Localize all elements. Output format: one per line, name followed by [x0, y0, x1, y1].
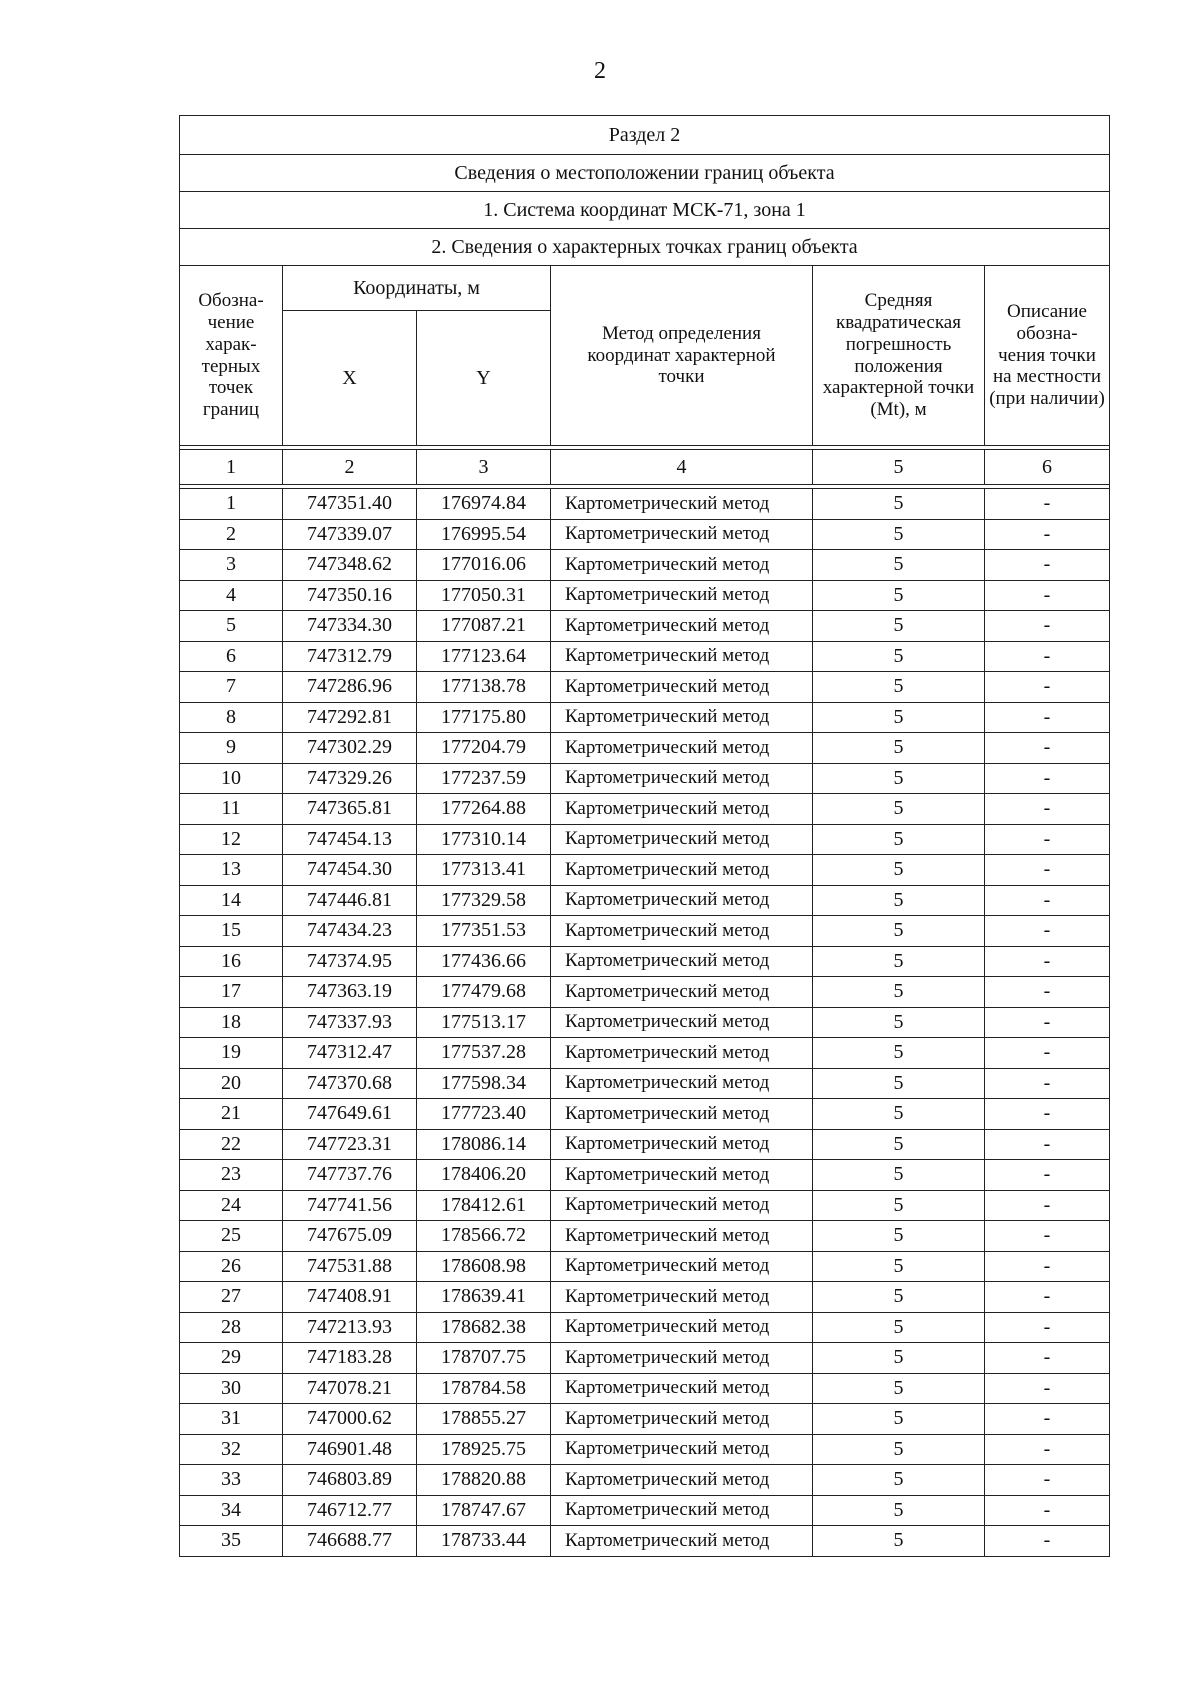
- description: -: [985, 1526, 1110, 1557]
- coord-y: 177310.14: [417, 824, 551, 855]
- header-designation: Обозна- чение харак- терных точек границ: [180, 266, 283, 446]
- point-number: 25: [180, 1221, 283, 1252]
- mean-error: 5: [813, 1343, 985, 1374]
- coord-y: 177087.21: [417, 611, 551, 642]
- coord-y: 177264.88: [417, 794, 551, 825]
- coord-x: 746688.77: [283, 1526, 417, 1557]
- mean-error: 5: [813, 672, 985, 703]
- mean-error: 5: [813, 1373, 985, 1404]
- mean-error: 5: [813, 824, 985, 855]
- method: Картометрический метод: [551, 1007, 813, 1038]
- mean-error: 5: [813, 519, 985, 550]
- header-y: Y: [417, 311, 551, 446]
- mean-error: 5: [813, 580, 985, 611]
- table-row: [180, 1221, 1110, 1252]
- coord-x: 747312.47: [283, 1038, 417, 1069]
- table-row: [180, 1068, 1110, 1099]
- point-number: 8: [180, 702, 283, 733]
- point-number: 1: [180, 489, 283, 520]
- method: Картометрический метод: [551, 1312, 813, 1343]
- table-row: [180, 885, 1110, 916]
- description: -: [985, 824, 1110, 855]
- mean-error: 5: [813, 1495, 985, 1526]
- point-number: 3: [180, 550, 283, 581]
- method: Картометрический метод: [551, 580, 813, 611]
- point-number: 13: [180, 855, 283, 886]
- point-number: 18: [180, 1007, 283, 1038]
- header-x: X: [283, 311, 417, 446]
- coord-y: 177016.06: [417, 550, 551, 581]
- coord-x: 747286.96: [283, 672, 417, 703]
- coord-y: 177598.34: [417, 1068, 551, 1099]
- point-number: 27: [180, 1282, 283, 1313]
- method: Картометрический метод: [551, 519, 813, 550]
- point-number: 22: [180, 1129, 283, 1160]
- column-number: 3: [417, 450, 551, 485]
- header-method: Метод определения координат характерной точки: [551, 266, 813, 446]
- coord-y: 176974.84: [417, 489, 551, 520]
- point-number: 9: [180, 733, 283, 764]
- coord-x: 747292.81: [283, 702, 417, 733]
- table-row: [180, 1129, 1110, 1160]
- coord-x: 746901.48: [283, 1434, 417, 1465]
- table-row: [180, 611, 1110, 642]
- table-row: [180, 1343, 1110, 1374]
- coord-x: 747078.21: [283, 1373, 417, 1404]
- coord-y: 178608.98: [417, 1251, 551, 1282]
- section-heading: Раздел 2: [180, 116, 1110, 155]
- method: Картометрический метод: [551, 855, 813, 886]
- point-number: 32: [180, 1434, 283, 1465]
- method: Картометрический метод: [551, 550, 813, 581]
- coord-x: 747365.81: [283, 794, 417, 825]
- mean-error: 5: [813, 1465, 985, 1496]
- point-number: 30: [180, 1373, 283, 1404]
- coord-x: 747339.07: [283, 519, 417, 550]
- mean-error: 5: [813, 1312, 985, 1343]
- table-row: [180, 580, 1110, 611]
- point-number: 26: [180, 1251, 283, 1282]
- table-row: [180, 489, 1110, 520]
- mean-error: 5: [813, 702, 985, 733]
- description: -: [985, 1343, 1110, 1374]
- mean-error: 5: [813, 1068, 985, 1099]
- point-number: 20: [180, 1068, 283, 1099]
- table-row: [180, 1465, 1110, 1496]
- coordinate-system: 1. Система координат МСК-71, зона 1: [180, 192, 1110, 229]
- mean-error: 5: [813, 1099, 985, 1130]
- column-number: 2: [283, 450, 417, 485]
- point-number: 23: [180, 1160, 283, 1191]
- description: -: [985, 1404, 1110, 1435]
- page-number: 2: [594, 58, 606, 84]
- method: Картометрический метод: [551, 1373, 813, 1404]
- coord-x: 747370.68: [283, 1068, 417, 1099]
- coord-y: 177537.28: [417, 1038, 551, 1069]
- coord-x: 747737.76: [283, 1160, 417, 1191]
- coord-y: 178925.75: [417, 1434, 551, 1465]
- description: -: [985, 489, 1110, 520]
- table-row: [180, 1190, 1110, 1221]
- method: Картометрический метод: [551, 1343, 813, 1374]
- mean-error: 5: [813, 855, 985, 886]
- description: -: [985, 1007, 1110, 1038]
- coord-x: 747675.09: [283, 1221, 417, 1252]
- description: -: [985, 1495, 1110, 1526]
- coord-y: 178566.72: [417, 1221, 551, 1252]
- method: Картометрический метод: [551, 1282, 813, 1313]
- method: Картометрический метод: [551, 946, 813, 977]
- point-number: 16: [180, 946, 283, 977]
- coord-y: 177436.66: [417, 946, 551, 977]
- description: -: [985, 702, 1110, 733]
- coord-y: 178855.27: [417, 1404, 551, 1435]
- method: Картометрический метод: [551, 1129, 813, 1160]
- mean-error: 5: [813, 1404, 985, 1435]
- coord-y: 178707.75: [417, 1343, 551, 1374]
- table-row: [180, 1038, 1110, 1069]
- method: Картометрический метод: [551, 1434, 813, 1465]
- table-row: [180, 1251, 1110, 1282]
- point-number: 7: [180, 672, 283, 703]
- coord-x: 747183.28: [283, 1343, 417, 1374]
- description: -: [985, 1312, 1110, 1343]
- description: -: [985, 1282, 1110, 1313]
- coord-y: 177138.78: [417, 672, 551, 703]
- coord-y: 178733.44: [417, 1526, 551, 1557]
- description: -: [985, 611, 1110, 642]
- description: -: [985, 1068, 1110, 1099]
- coordinates-table: [179, 115, 1110, 1557]
- description: -: [985, 733, 1110, 764]
- coord-y: 178086.14: [417, 1129, 551, 1160]
- header-description: Описание обозна- чения точки на местности (при наличии): [985, 266, 1110, 446]
- coord-x: 747434.23: [283, 916, 417, 947]
- method: Картометрический метод: [551, 1495, 813, 1526]
- coord-x: 747741.56: [283, 1190, 417, 1221]
- coord-x: 747312.79: [283, 641, 417, 672]
- method: Картометрический метод: [551, 1190, 813, 1221]
- mean-error: 5: [813, 1038, 985, 1069]
- coord-x: 747302.29: [283, 733, 417, 764]
- mean-error: 5: [813, 763, 985, 794]
- description: -: [985, 794, 1110, 825]
- coord-x: 747649.61: [283, 1099, 417, 1130]
- description: -: [985, 1038, 1110, 1069]
- coord-x: 747329.26: [283, 763, 417, 794]
- mean-error: 5: [813, 489, 985, 520]
- coord-y: 176995.54: [417, 519, 551, 550]
- description: -: [985, 1221, 1110, 1252]
- table-row: [180, 1312, 1110, 1343]
- table-row: [180, 519, 1110, 550]
- method: Картометрический метод: [551, 702, 813, 733]
- table-title: Сведения о местоположении границ объекта: [180, 155, 1110, 192]
- description: -: [985, 916, 1110, 947]
- description: -: [985, 977, 1110, 1008]
- table-row: [180, 702, 1110, 733]
- coord-y: 178639.41: [417, 1282, 551, 1313]
- column-number: 5: [813, 450, 985, 485]
- table-row: [180, 641, 1110, 672]
- description: -: [985, 1129, 1110, 1160]
- description: -: [985, 641, 1110, 672]
- coord-x: 747350.16: [283, 580, 417, 611]
- point-number: 31: [180, 1404, 283, 1435]
- coord-x: 747531.88: [283, 1251, 417, 1282]
- coord-x: 747374.95: [283, 946, 417, 977]
- coord-y: 178412.61: [417, 1190, 551, 1221]
- table-row: [180, 1282, 1110, 1313]
- table-row: [180, 672, 1110, 703]
- mean-error: 5: [813, 946, 985, 977]
- mean-error: 5: [813, 1129, 985, 1160]
- table-row: [180, 1160, 1110, 1191]
- method: Картометрический метод: [551, 794, 813, 825]
- table-row: [180, 550, 1110, 581]
- method: Картометрический метод: [551, 885, 813, 916]
- table-row: [180, 977, 1110, 1008]
- coord-y: 177123.64: [417, 641, 551, 672]
- mean-error: 5: [813, 1160, 985, 1191]
- coord-y: 177050.31: [417, 580, 551, 611]
- method: Картометрический метод: [551, 733, 813, 764]
- table-row: [180, 1007, 1110, 1038]
- mean-error: 5: [813, 1526, 985, 1557]
- table-row: [180, 916, 1110, 947]
- table-row: [180, 946, 1110, 977]
- mean-error: 5: [813, 641, 985, 672]
- description: -: [985, 855, 1110, 886]
- method: Картометрический метод: [551, 641, 813, 672]
- method: Картометрический метод: [551, 1068, 813, 1099]
- method: Картометрический метод: [551, 1526, 813, 1557]
- coord-y: 177723.40: [417, 1099, 551, 1130]
- point-number: 5: [180, 611, 283, 642]
- point-number: 21: [180, 1099, 283, 1130]
- description: -: [985, 1190, 1110, 1221]
- method: Картометрический метод: [551, 1221, 813, 1252]
- description: -: [985, 1099, 1110, 1130]
- table-row: [180, 1373, 1110, 1404]
- table-row: [180, 1099, 1110, 1130]
- table-row: [180, 1526, 1110, 1557]
- description: -: [985, 519, 1110, 550]
- coord-y: 177175.80: [417, 702, 551, 733]
- method: Картометрический метод: [551, 824, 813, 855]
- coord-y: 177204.79: [417, 733, 551, 764]
- method: Картометрический метод: [551, 1251, 813, 1282]
- table-row: [180, 855, 1110, 886]
- method: Картометрический метод: [551, 1404, 813, 1435]
- point-number: 12: [180, 824, 283, 855]
- coord-x: 747334.30: [283, 611, 417, 642]
- mean-error: 5: [813, 550, 985, 581]
- method: Картометрический метод: [551, 672, 813, 703]
- description: -: [985, 580, 1110, 611]
- mean-error: 5: [813, 611, 985, 642]
- mean-error: 5: [813, 794, 985, 825]
- coord-x: 747408.91: [283, 1282, 417, 1313]
- coord-y: 177351.53: [417, 916, 551, 947]
- point-number: 35: [180, 1526, 283, 1557]
- description: -: [985, 550, 1110, 581]
- coord-y: 178406.20: [417, 1160, 551, 1191]
- table-row: [180, 1404, 1110, 1435]
- mean-error: 5: [813, 733, 985, 764]
- description: -: [985, 1160, 1110, 1191]
- column-number: 6: [985, 450, 1110, 485]
- point-number: 19: [180, 1038, 283, 1069]
- mean-error: 5: [813, 1282, 985, 1313]
- mean-error: 5: [813, 977, 985, 1008]
- coord-y: 177479.68: [417, 977, 551, 1008]
- description: -: [985, 1434, 1110, 1465]
- point-number: 14: [180, 885, 283, 916]
- characteristic-points-heading: 2. Сведения о характерных точках границ объекта: [180, 229, 1110, 266]
- method: Картометрический метод: [551, 763, 813, 794]
- coord-y: 177513.17: [417, 1007, 551, 1038]
- method: Картометрический метод: [551, 1465, 813, 1496]
- description: -: [985, 672, 1110, 703]
- coord-x: 747213.93: [283, 1312, 417, 1343]
- mean-error: 5: [813, 1007, 985, 1038]
- column-number: 4: [551, 450, 813, 485]
- point-number: 28: [180, 1312, 283, 1343]
- description: -: [985, 1465, 1110, 1496]
- mean-error: 5: [813, 1251, 985, 1282]
- coord-y: 178682.38: [417, 1312, 551, 1343]
- point-number: 34: [180, 1495, 283, 1526]
- point-number: 4: [180, 580, 283, 611]
- table-row: [180, 733, 1110, 764]
- method: Картометрический метод: [551, 1160, 813, 1191]
- mean-error: 5: [813, 916, 985, 947]
- table-row: [180, 1434, 1110, 1465]
- mean-error: 5: [813, 1221, 985, 1252]
- coord-x: 747446.81: [283, 885, 417, 916]
- coord-x: 747348.62: [283, 550, 417, 581]
- coord-x: 747454.30: [283, 855, 417, 886]
- point-number: 6: [180, 641, 283, 672]
- description: -: [985, 1251, 1110, 1282]
- coord-x: 746803.89: [283, 1465, 417, 1496]
- point-number: 15: [180, 916, 283, 947]
- description: -: [985, 763, 1110, 794]
- coord-y: 178784.58: [417, 1373, 551, 1404]
- method: Картометрический метод: [551, 611, 813, 642]
- coord-y: 178747.67: [417, 1495, 551, 1526]
- coord-y: 177329.58: [417, 885, 551, 916]
- method: Картометрический метод: [551, 489, 813, 520]
- table-row: [180, 763, 1110, 794]
- coord-x: 747351.40: [283, 489, 417, 520]
- coord-x: 747363.19: [283, 977, 417, 1008]
- description: -: [985, 946, 1110, 977]
- coord-x: 747723.31: [283, 1129, 417, 1160]
- table-row: [180, 824, 1110, 855]
- point-number: 10: [180, 763, 283, 794]
- coord-x: 747337.93: [283, 1007, 417, 1038]
- mean-error: 5: [813, 885, 985, 916]
- mean-error: 5: [813, 1434, 985, 1465]
- method: Картометрический метод: [551, 1038, 813, 1069]
- mean-error: 5: [813, 1190, 985, 1221]
- coord-x: 746712.77: [283, 1495, 417, 1526]
- point-number: 29: [180, 1343, 283, 1374]
- point-number: 2: [180, 519, 283, 550]
- table-row: [180, 794, 1110, 825]
- header-coordinates: Координаты, м: [283, 266, 551, 311]
- point-number: 24: [180, 1190, 283, 1221]
- method: Картометрический метод: [551, 977, 813, 1008]
- method: Картометрический метод: [551, 1099, 813, 1130]
- table-row: [180, 1495, 1110, 1526]
- coord-x: 747000.62: [283, 1404, 417, 1435]
- method: Картометрический метод: [551, 916, 813, 947]
- header-error: Средняя квадратическая погрешность положения характерной точки (Mt), м: [813, 266, 985, 446]
- description: -: [985, 885, 1110, 916]
- description: -: [985, 1373, 1110, 1404]
- column-number: 1: [180, 450, 283, 485]
- point-number: 11: [180, 794, 283, 825]
- coord-x: 747454.13: [283, 824, 417, 855]
- coord-y: 177237.59: [417, 763, 551, 794]
- coord-y: 178820.88: [417, 1465, 551, 1496]
- point-number: 33: [180, 1465, 283, 1496]
- coord-y: 177313.41: [417, 855, 551, 886]
- point-number: 17: [180, 977, 283, 1008]
